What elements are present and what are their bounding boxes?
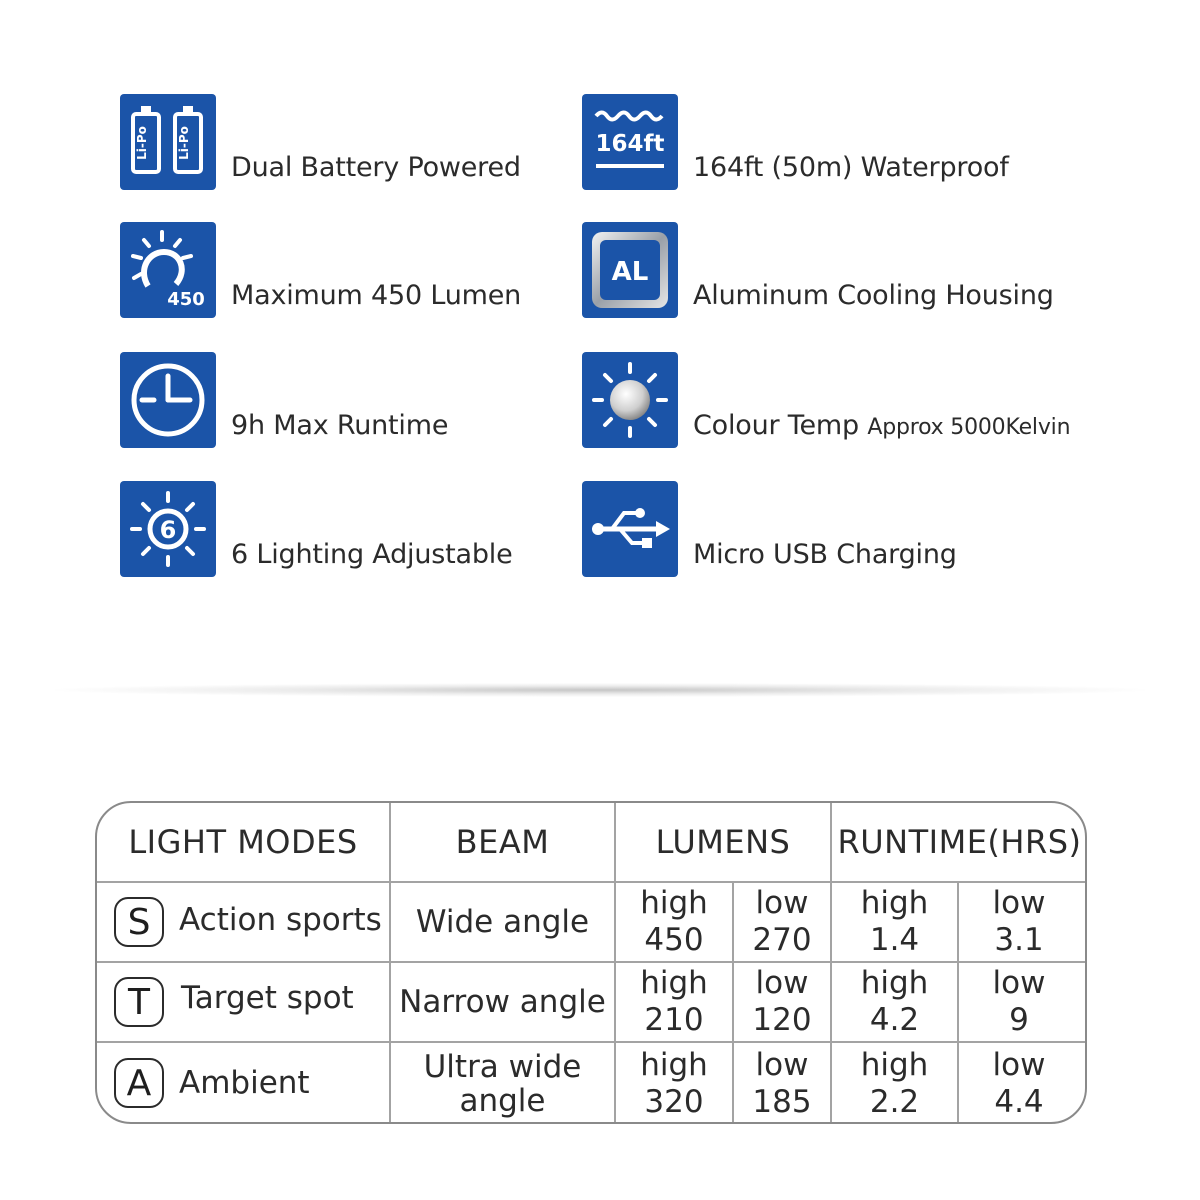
lumen-high-label: high [640, 885, 708, 921]
beam-line-2: angle [459, 1082, 546, 1119]
lumen-high-cell [616, 883, 732, 961]
lumen-high-cell [616, 1043, 732, 1124]
mode-letter-badge: S [114, 897, 164, 947]
runtime-low-cell [959, 883, 1079, 961]
runtime-low-label: low [992, 885, 1046, 921]
beam-cell: Wide angle [415, 903, 590, 940]
modes-count: 6 [159, 516, 177, 544]
sun-icon [582, 352, 678, 448]
lumen-low-label: low [755, 885, 809, 921]
runtime-low-label: low [992, 1046, 1046, 1083]
lumen-low-cell [734, 963, 830, 1041]
runtime-low-value: 9 [1009, 1002, 1029, 1038]
runtime-high-label: high [860, 1046, 929, 1083]
beam-cell [391, 1043, 614, 1124]
mode-name: Target spot [181, 980, 354, 1016]
feature-label-small: Approx 5000Kelvin [867, 415, 1071, 440]
dual-battery-icon [120, 94, 216, 190]
lumen-low-value: 120 [752, 1002, 812, 1038]
lumen-high-label: high [640, 1046, 708, 1083]
feature-label-main: Colour Temp [693, 410, 859, 441]
runtime-low-value: 4.4 [994, 1083, 1044, 1120]
feature-label: Dual Battery Powered [231, 152, 521, 183]
feature-label: Micro USB Charging [693, 539, 957, 570]
beam-line-1: Ultra wide [423, 1048, 582, 1085]
battery-label-2: Li-Po [177, 126, 191, 160]
header-beam: BEAM [455, 822, 550, 861]
header-runtime: RUNTIME(HRS) [837, 822, 1082, 861]
mode-letter-badge: A [114, 1058, 164, 1108]
runtime-high-cell [832, 883, 957, 961]
mode-name: Ambient [179, 1065, 310, 1101]
feature-label: Aluminum Cooling Housing [693, 280, 1054, 311]
lumen-high-value: 450 [644, 922, 704, 958]
runtime-high-label: high [860, 965, 929, 1001]
header-light-modes: LIGHT MODES [128, 822, 358, 861]
feature-label: Maximum 450 Lumen [231, 280, 522, 311]
lumen-low-cell [734, 1043, 830, 1124]
section-divider [55, 683, 1145, 697]
feature-label: 6 Lighting Adjustable [231, 539, 513, 570]
usb-icon [582, 481, 678, 577]
light-modes-table [95, 801, 1087, 1124]
waterproof-icon [582, 94, 678, 190]
aluminum-label: AL [611, 257, 649, 287]
lumen-low-label: low [755, 965, 809, 1001]
lumen-value: 450 [167, 289, 205, 310]
battery-label-1: Li-Po [135, 126, 149, 160]
lumen-high-cell [616, 963, 732, 1041]
lumen-high-value: 210 [644, 1002, 704, 1038]
runtime-low-cell [959, 1043, 1079, 1124]
lumen-high-label: high [640, 965, 708, 1001]
mode-letter-badge: T [114, 977, 164, 1027]
beam-cell: Narrow angle [399, 983, 606, 1020]
runtime-high-cell [832, 1043, 957, 1124]
header-lumens: LUMENS [655, 822, 791, 861]
lumen-low-label: low [755, 1046, 809, 1083]
depth-label: 164ft [595, 131, 665, 157]
lumen-bulb-icon [120, 222, 216, 318]
runtime-low-value: 3.1 [994, 922, 1044, 958]
clock-icon [120, 352, 216, 448]
runtime-high-value: 2.2 [869, 1083, 920, 1120]
runtime-low-cell [959, 963, 1079, 1041]
feature-label: 9h Max Runtime [231, 410, 449, 441]
aluminum-icon [582, 222, 678, 318]
lumen-low-cell [734, 883, 830, 961]
mode-name: Action sports [179, 902, 382, 938]
runtime-high-label: high [860, 885, 929, 921]
runtime-low-label: low [992, 965, 1046, 1001]
runtime-high-value: 4.2 [869, 1002, 920, 1038]
feature-label [693, 410, 1070, 441]
lumen-low-value: 270 [752, 922, 812, 958]
feature-label: 164ft (50m) Waterproof [693, 152, 1009, 183]
runtime-high-cell [832, 963, 957, 1041]
lumen-high-value: 320 [644, 1083, 704, 1120]
runtime-high-value: 1.4 [869, 922, 920, 958]
lumen-low-value: 185 [752, 1083, 812, 1120]
six-modes-icon [120, 481, 216, 577]
